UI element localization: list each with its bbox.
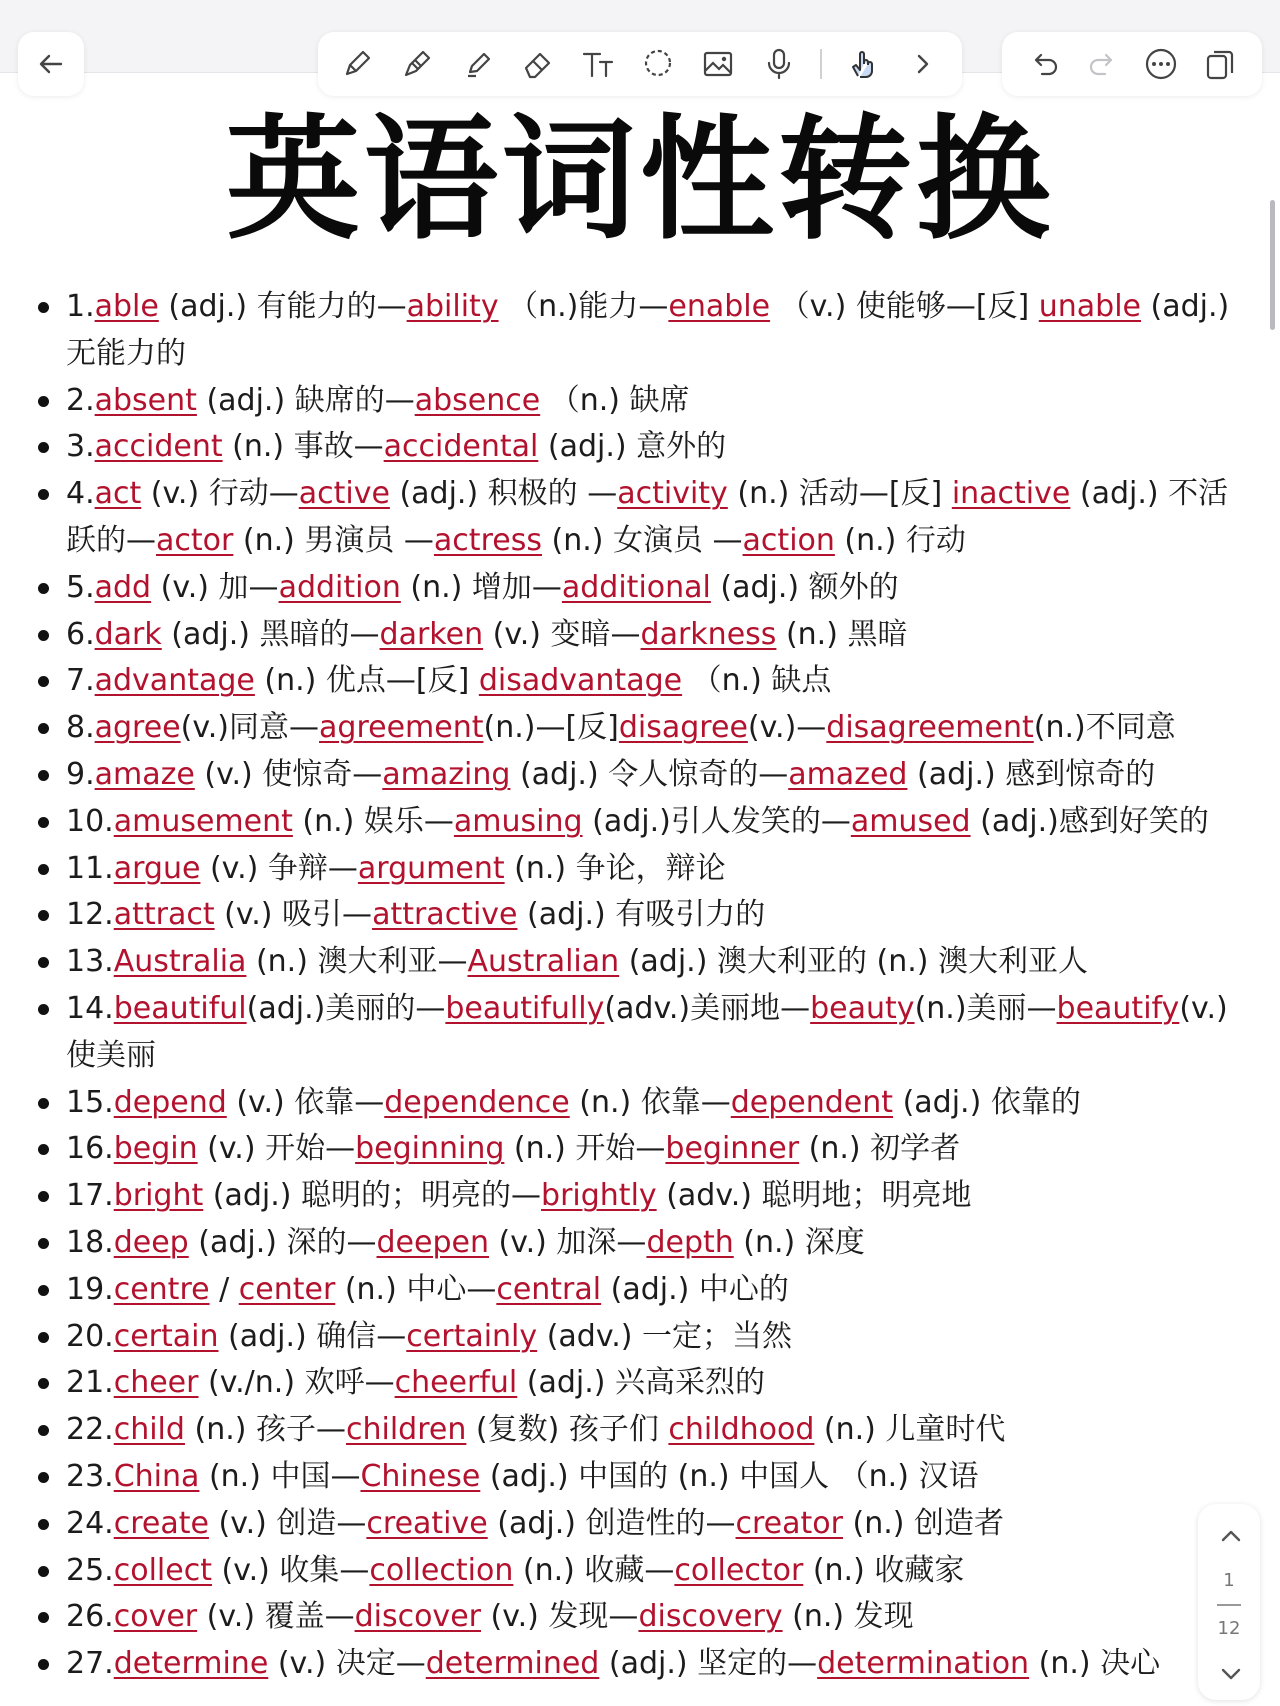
keyword-link[interactable]: able [94,289,159,324]
definition-text: (n.) 娱乐— [292,803,454,839]
definition-text: (adj.) 缺席的— [196,382,415,418]
definition-text: (v.) 发现— [480,1599,639,1635]
definition-text: 13. [66,944,114,980]
definition-text: 10. [66,803,114,839]
definition-text: (v.)使美丽 [66,990,1228,1073]
list-item [30,799,1240,846]
definition-text: 21. [66,1365,114,1401]
keyword-link[interactable]: collector [674,1552,804,1588]
list-item [30,1548,1240,1595]
list-item [30,424,1240,471]
list-item [30,471,1240,565]
definition-text: (adj.) 黑暗的— [161,616,380,652]
list-item [30,612,1240,659]
keyword-link[interactable]: depend [113,1084,227,1120]
definition-text: (v.) 变暗— [483,616,641,652]
definition-text: (adv.) 聪明地；明亮地 [656,1178,972,1214]
definition-text: (adj.) 令人惊奇的— [510,756,789,792]
definition-text: (n.) 澳大利亚— [246,944,468,980]
definition-text: (adj.) 依靠的 [893,1084,1081,1120]
keyword-link[interactable]: actress [433,522,542,558]
keyword-link[interactable]: act [94,476,142,512]
back-button[interactable] [18,32,84,96]
definition-text: (v.) 争辩— [200,850,358,886]
keyword-link[interactable]: beautifully [445,990,605,1026]
keyword-link[interactable]: central [496,1271,602,1307]
definition-text: (v.) 决定— [268,1646,426,1682]
definition-text: 23. [66,1458,114,1494]
definition-text: (n.) 黑暗 [776,616,908,652]
undo-icon[interactable] [1024,44,1064,84]
definition-text: (adv.)美丽地— [604,990,811,1026]
keyword-link[interactable]: active [298,476,390,512]
definition-text: (adj.) 感到惊奇的 [907,756,1156,792]
keyword-link[interactable]: amusing [453,803,583,839]
keyword-link[interactable]: disadvantage [478,663,683,699]
keyword-link[interactable]: inactive [951,476,1071,512]
keyword-link[interactable]: agree [94,710,181,746]
keyword-link[interactable]: determine [113,1646,269,1682]
list-item [30,284,1240,378]
keyword-link[interactable]: centre [113,1271,210,1307]
keyword-link[interactable]: unable [1038,289,1142,324]
definition-text: (n.) 行动 [834,522,966,558]
definition-text: 9. [66,756,95,792]
keyword-link[interactable]: collection [369,1552,514,1588]
keyword-link[interactable]: actor [156,522,234,558]
keyword-link[interactable]: childhood [668,1412,815,1448]
definition-text: (n.) 初学者 [799,1131,961,1167]
definition-text: (v.) 加— [151,569,279,605]
definition-text: 25. [66,1552,114,1588]
keyword-link[interactable]: collect [113,1552,212,1588]
keyword-link[interactable]: additional [561,569,711,605]
list-item [30,1080,1240,1127]
definition-text: 6. [66,616,95,652]
definition-text: 20. [66,1318,114,1354]
highlighter-icon[interactable] [458,44,496,84]
definition-text: (复数) 孩子们 [466,1412,669,1448]
definition-text: (v.) 使惊奇— [194,756,383,792]
definition-text: (n.) 增加— [400,569,562,605]
definition-text: (n.) 男演员 — [233,522,434,558]
vertical-scrollbar[interactable] [1270,200,1275,330]
definition-text: (n.) 发现 [782,1599,914,1635]
keyword-link[interactable]: absence [414,382,541,418]
keyword-link[interactable]: create [113,1505,209,1541]
redo-icon[interactable] [1083,44,1123,84]
keyword-link[interactable]: cheer [113,1365,199,1401]
definition-text: (n.) 优点—[反] [254,663,479,699]
keyword-link[interactable]: ability [406,289,499,324]
definition-text: (n.) 孩子— [184,1412,346,1448]
definition-text: (adj.) 确信— [218,1318,407,1354]
keyword-link[interactable]: creator [735,1505,843,1541]
list-item [30,752,1240,799]
keyword-link[interactable]: depth [646,1224,734,1260]
definition-text: 8. [66,710,95,746]
keyword-link[interactable]: discovery [638,1599,783,1635]
definition-text: 11. [66,850,114,886]
list-item [30,1501,1240,1548]
definition-text: (adj.) 创造性的— [487,1505,736,1541]
keyword-link[interactable]: center [238,1271,336,1307]
definition-text: 3. [66,429,95,465]
list-item [30,378,1240,425]
definition-text: (v.) 加深— [488,1224,647,1260]
definition-text: (n.) 收藏— [513,1552,675,1588]
definition-text: (n.) 中国— [199,1458,361,1494]
keyword-link[interactable]: beauty [810,990,915,1026]
keyword-link[interactable]: action [742,522,835,558]
definition-text: （n.) 缺点 [682,663,832,699]
definition-text: 19. [66,1271,114,1307]
keyword-link[interactable]: accidental [383,429,539,465]
keyword-link[interactable]: creative [366,1505,488,1541]
keyword-link[interactable]: attract [113,897,215,933]
definition-text: (adj.)无能力的 [66,289,1230,371]
definition-text: (v.) 依靠— [226,1084,385,1120]
definition-text: 1. [66,289,95,324]
definition-text: (adj.) 有吸引力的 [517,897,766,933]
keyword-link[interactable]: cheerful [394,1365,518,1401]
definition-text: (v.)— [747,710,827,746]
keyword-link[interactable]: amaze [94,756,195,792]
definition-text: (n.) 争论，辩论 [504,850,726,886]
keyword-link[interactable]: disagree [618,710,748,746]
definition-text: (n.) 女演员 — [541,522,743,558]
keyword-link[interactable]: Australian [467,944,620,980]
keyword-link[interactable]: beginner [665,1131,800,1167]
keyword-link[interactable]: enable [668,289,771,324]
keyword-link[interactable]: dependence [384,1084,570,1120]
definition-text: 7. [66,663,95,699]
more-icon[interactable] [1141,44,1181,84]
eraser-icon[interactable] [519,44,557,84]
back-arrow-icon [31,44,71,84]
definition-text: (adj.) 额外的 [710,569,899,605]
definition-text: (n.) 创造者 [842,1505,1005,1541]
definition-text: 2. [66,382,95,418]
definition-text: (v.) 覆盖— [197,1599,355,1635]
list-item [30,1360,1240,1407]
definition-text: 17. [66,1178,114,1214]
keyword-link[interactable]: argument [357,850,505,886]
keyword-link[interactable]: China [113,1458,200,1494]
definition-text: (adj.) 意外的 [538,429,727,465]
fountain-pen-icon[interactable] [398,44,436,84]
drawing-tools-bar [318,32,962,96]
definition-text: (adj.) 不活跃的— [66,476,1229,558]
list-item [30,1454,1240,1501]
keyword-link[interactable]: child [113,1412,185,1448]
definition-text: (adj.)感到好笑的 [970,803,1209,839]
text-tool-icon[interactable] [579,44,617,84]
chevron-down-icon[interactable] [1211,1654,1251,1694]
definition-text: (adj.)引人发笑的— [582,803,851,839]
list-item [30,939,1240,986]
definition-text: 16. [66,1131,114,1167]
definition-text: (n.) 收藏家 [803,1552,965,1588]
list-item [30,986,1240,1080]
definition-text: (adj.) 深的— [188,1224,377,1260]
keyword-link[interactable]: Australia [113,944,247,980]
list-item [30,1407,1240,1454]
keyword-link[interactable]: beautify [1056,990,1180,1026]
definition-text: (adj.) 中国的 (n.) 中国人 （n.) 汉语 [480,1458,979,1494]
definition-text: (adj.)美丽的— [246,990,446,1026]
keyword-link[interactable]: dark [94,616,162,652]
definition-text: (n.)不同意 [1033,710,1176,746]
definition-text: 15. [66,1084,114,1120]
keyword-link[interactable]: darken [379,616,484,652]
definition-text: （v.) 使能够—[反] [770,289,1039,324]
keyword-link[interactable]: agreement [319,710,484,746]
lasso-icon[interactable] [639,44,677,84]
definition-text: (v./n.) 欢呼— [198,1365,395,1401]
definition-text: (n.) 深度 [733,1224,865,1260]
keyword-link[interactable]: dependent [730,1084,894,1120]
current-page-number: 1 [1223,1570,1235,1591]
toolbar-divider [820,49,822,79]
definition-text: (n.) 开始— [504,1131,666,1167]
list-item [30,1314,1240,1361]
word-conversion-list [30,284,1240,1688]
keyword-link[interactable]: begin [113,1131,198,1167]
keyword-link[interactable]: addition [278,569,401,605]
keyword-link[interactable]: absent [94,382,197,418]
definition-text: 4. [66,476,95,512]
list-item [30,846,1240,893]
keyword-link[interactable]: deep [113,1224,189,1260]
keyword-link[interactable]: accident [94,429,223,465]
keyword-link[interactable]: certainly [406,1318,538,1354]
document-actions-bar [1002,32,1262,96]
keyword-link[interactable]: discover [354,1599,481,1635]
definition-text: (v.)同意— [180,710,320,746]
keyword-link[interactable]: Chinese [360,1458,481,1494]
list-item [30,1641,1240,1688]
definition-text: (n.) 活动—[反] [727,476,952,512]
definition-text: (v.) 行动— [141,476,299,512]
definition-text: （n.) 缺席 [540,382,690,418]
keyword-link[interactable]: amazing [382,756,511,792]
image-icon[interactable] [699,44,737,84]
definition-text: (adj.) 澳大利亚的 (n.) 澳大利亚人 [619,944,1088,980]
list-item [30,1173,1240,1220]
page-divider [1217,1604,1241,1606]
keyword-link[interactable]: activity [617,476,728,512]
pen-icon[interactable] [338,44,376,84]
keyword-link[interactable]: advantage [94,663,255,699]
definition-text: 24. [66,1505,114,1541]
keyword-link[interactable]: argue [113,850,201,886]
definition-text: 12. [66,897,114,933]
definition-text: (v.) 收集— [211,1552,370,1588]
keyword-link[interactable]: brightly [541,1178,657,1214]
list-item [30,565,1240,612]
pages-icon[interactable] [1200,44,1240,84]
keyword-link[interactable]: amused [850,803,971,839]
total-page-count: 12 [1217,1618,1241,1639]
keyword-link[interactable]: beginning [355,1131,505,1167]
keyword-link[interactable]: certain [113,1318,219,1354]
definition-text: （n.)能力— [498,289,669,324]
definition-text: (v.) 创造— [208,1505,367,1541]
definition-text: (adv.) 一定；当然 [537,1318,793,1354]
definition-text: (n.) 儿童时代 [814,1412,1006,1448]
definition-text: / [209,1271,239,1307]
list-item [30,1267,1240,1314]
list-item [30,705,1240,752]
list-item [30,1220,1240,1267]
keyword-link[interactable]: beautiful [113,990,247,1026]
keyword-link[interactable]: bright [113,1178,204,1214]
definition-text: (adj.) 坚定的— [599,1646,818,1682]
definition-text: (adj.) 积极的 — [389,476,618,512]
definition-text: 22. [66,1412,114,1448]
microphone-icon[interactable] [759,44,797,84]
definition-text: 26. [66,1599,114,1635]
list-item [30,892,1240,939]
definition-text: (adj.) 有能力的— [158,289,407,324]
keyword-link[interactable]: deepen [376,1224,489,1260]
definition-text: 5. [66,569,95,605]
keyword-link[interactable]: amazed [788,756,908,792]
chevron-up-icon[interactable] [1211,1516,1251,1556]
keyword-link[interactable]: darkness [640,616,777,652]
definition-text: (n.) 事故— [222,429,384,465]
keyword-link[interactable]: amusement [113,803,293,839]
definition-text: (adj.) 中心的 [601,1271,789,1307]
definition-text: (adj.) 聪明的；明亮的— [203,1178,542,1214]
definition-text: (adj.) 兴高采烈的 [517,1365,766,1401]
definition-text: (n.) 依靠— [569,1084,731,1120]
chevron-right-icon[interactable] [904,44,942,84]
definition-text: 18. [66,1224,114,1260]
definition-text: (v.) 吸引— [214,897,373,933]
definition-text: 14. [66,990,114,1026]
definition-text: (n.)美丽— [914,990,1057,1026]
page-navigator [1198,1504,1260,1700]
keyword-link[interactable]: attractive [372,897,518,933]
keyword-link[interactable]: add [94,569,152,605]
definition-text: (n.) 决心 [1029,1646,1161,1682]
definition-text: 27. [66,1646,114,1682]
hand-touch-icon[interactable] [844,44,882,84]
keyword-link[interactable]: disagreement [826,710,1034,746]
page-title: 英语词性转换 [225,102,1054,258]
definition-text: (v.) 开始— [197,1131,356,1167]
list-item [30,1594,1240,1641]
keyword-link[interactable]: children [345,1412,467,1448]
definition-text: (n.) 中心— [335,1271,497,1307]
list-item [30,1126,1240,1173]
list-item [30,658,1240,705]
keyword-link[interactable]: cover [113,1599,198,1635]
definition-text: (n.)—[反] [483,710,619,746]
keyword-link[interactable]: determination [817,1646,1030,1682]
keyword-link[interactable]: determined [425,1646,600,1682]
